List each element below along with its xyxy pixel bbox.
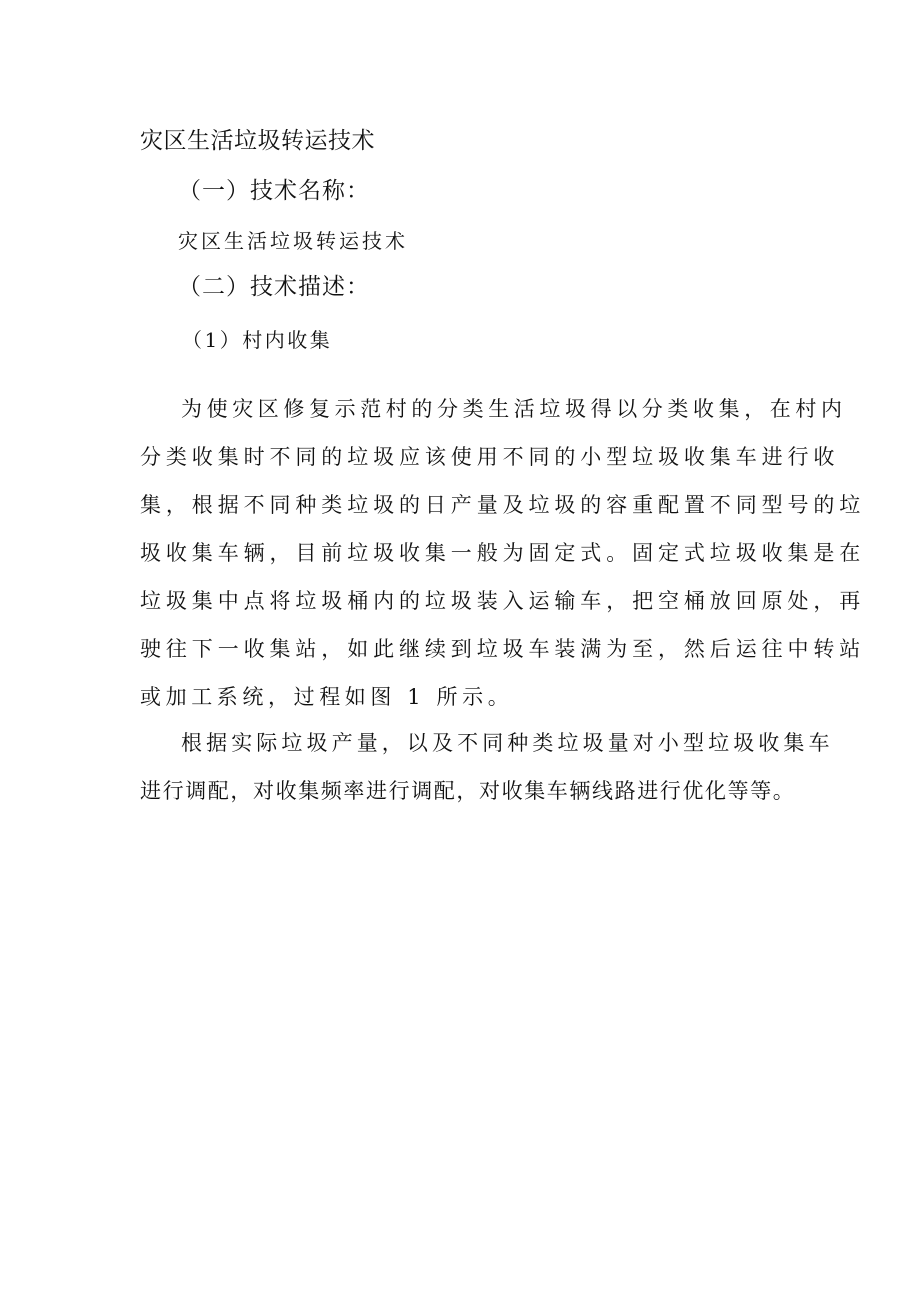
document-title: 灾区生活垃圾转运技术 <box>140 128 375 154</box>
paragraph-line: 垃圾集中点将垃圾桶内的垃圾装入运输车，把空桶放回原处，再 <box>140 589 866 613</box>
paragraph-line: 为使灾区修复示范村的分类生活垃圾得以分类收集，在村内 <box>181 397 847 421</box>
paragraph-line: 驶往下一收集站，如此继续到垃圾车装满为至，然后运往中转站 <box>140 637 866 661</box>
paragraph-line: 根据实际垃圾产量，以及不同种类垃圾量对小型垃圾收集车 <box>181 731 834 755</box>
paragraph-line: 集，根据不同种类垃圾的日产量及垃圾的容重配置不同型号的垃 <box>140 493 866 517</box>
paragraph-line: 分类收集时不同的垃圾应该使用不同的小型垃圾收集车进行收 <box>140 445 840 469</box>
paragraph-collection-method <box>140 385 866 721</box>
paragraph-line: 圾收集车辆，目前垃圾收集一般为固定式。固定式垃圾收集是在 <box>140 541 866 565</box>
section-description-heading: （二）技术描述： <box>178 274 370 300</box>
section-name-heading: （一）技术名称： <box>178 178 370 204</box>
subsection-village-collection-heading: （1）村内收集 <box>182 328 333 352</box>
paragraph-line: 进行调配，对收集频率进行调配，对收集车辆线路进行优化等等。 <box>140 779 796 803</box>
section-name-value: 灾区生活垃圾转运技术 <box>178 229 408 253</box>
paragraph-line: 或加工系统，过程如图 1 所示。 <box>140 685 514 709</box>
paragraph-allocation <box>140 719 834 815</box>
